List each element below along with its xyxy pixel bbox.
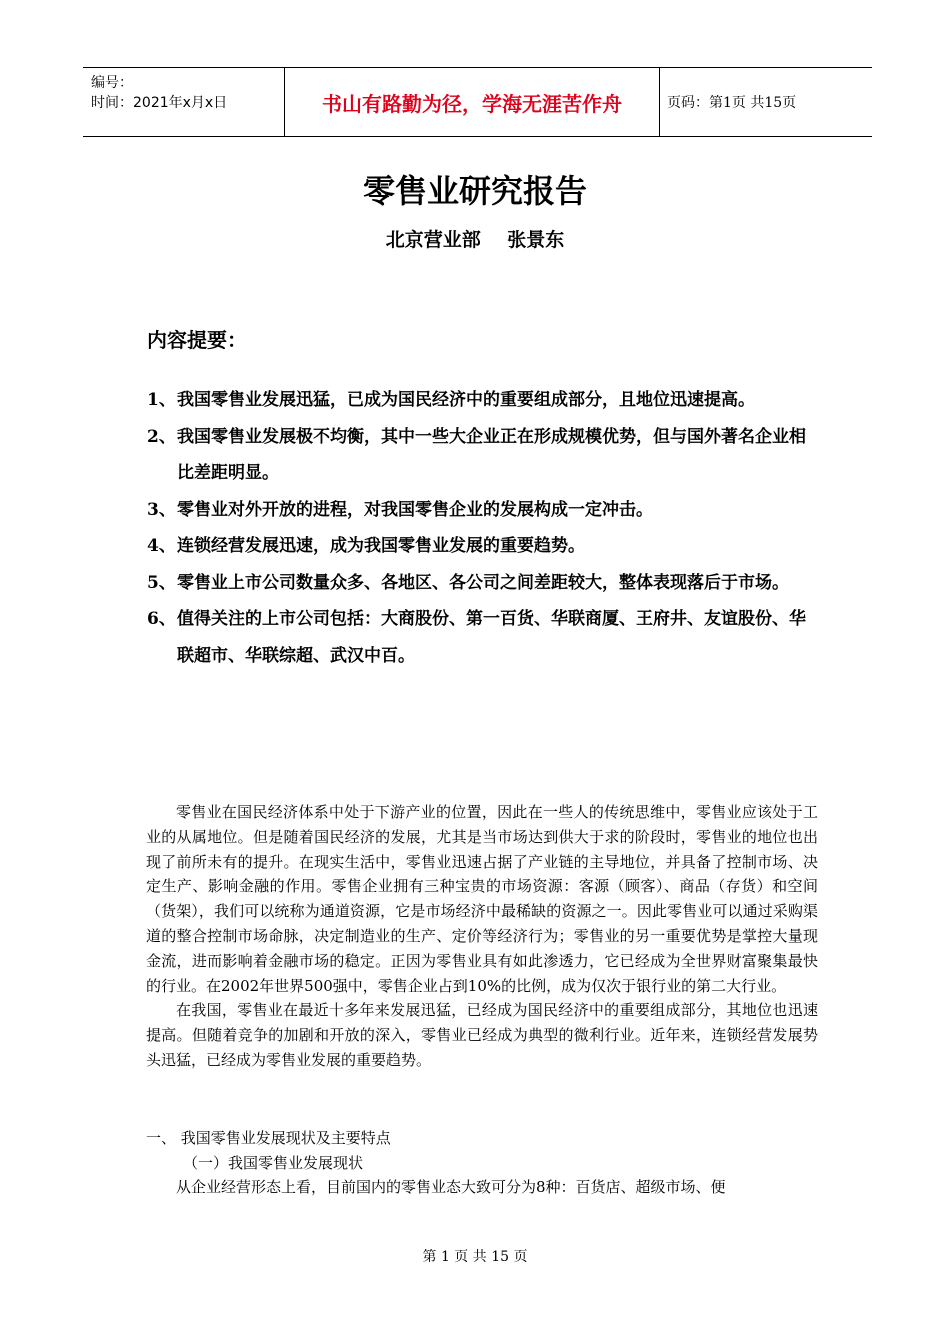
summary-item-text: 零售业对外开放的进程，对我国零售企业的发展构成一定冲击。 xyxy=(177,499,653,520)
summary-item-text: 我国零售业发展迅猛，已成为国民经济中的重要组成部分，且地位迅速提高。 xyxy=(177,390,755,410)
summary-heading: 内容提要： xyxy=(147,328,247,352)
summary-item xyxy=(147,528,817,565)
summary-item-number: 2、 xyxy=(147,426,176,447)
page-info: 页码：第1页 共15页 xyxy=(667,95,797,111)
number-label: 编号： xyxy=(91,75,133,91)
document-subtitle: 北京营业部 张景东 xyxy=(385,229,565,251)
summary-item xyxy=(147,565,817,602)
summary-item-number: 1、 xyxy=(147,390,176,410)
header-meta xyxy=(83,68,283,136)
body-paragraph-start: 从企业经营形态上看，目前国内的零售业态大致可分为8种：百货店、超级市场、便 xyxy=(176,1178,726,1196)
summary-item-number: 4、 xyxy=(147,536,176,556)
summary-item-text: 值得关注的上市公司包括：大商股份、第一百货、华联商厦、王府井、友谊股份、华联超市、华联综超、武汉中百。 xyxy=(177,609,806,666)
section-heading: 一、 我国零售业发展现状及主要特点 xyxy=(146,1129,391,1147)
time-label: 时间：2021年x月x日 xyxy=(91,95,228,111)
subsection-heading: （一）我国零售业发展现状 xyxy=(183,1154,364,1172)
motto: 书山有路勤为径，学海无涯苦作舟 xyxy=(284,68,660,136)
summary-list xyxy=(147,382,817,674)
document-title: 零售业研究报告 xyxy=(362,172,587,210)
summary-item xyxy=(147,382,817,419)
header-table xyxy=(83,67,872,137)
page-footer: 第 1 页 共 15 页 xyxy=(422,1249,528,1265)
summary-item xyxy=(147,492,817,529)
summary-item-number: 5、 xyxy=(147,572,176,593)
body-paragraph: 零售业在国民经济体系中处于下游产业的位置，因此在一些人的传统思维中，零售业应该处于工业的从属地位。但是随着国民经济的发展，尤其是当市场达到供大于求的阶段时，零售业的地位也出现了前所未有的提升。在现实生活中，零售业迅速占据了产业链的主导地位，并具备了控制市场、决定生产、影响金融的作用。零售企业拥有三种宝贵的市场资源：客源（顾客）、商品（存货）和空间（货架），我们可以统称为通道资源，它是市场经济中最稀缺的资源之一。因此零售业可以通过采购渠道的整合控制市场命脉，决定制造业的生产、定价等经济行为；零售业的另一重要优势是掌控大量现金流，进而影响着金融市场的稳定。正因为零售业具有如此渗透力，它已经成为全世界财富聚集最快的行业。在2002年世界500强中，零售企业占到10%的比例，成为仅次于银行业的第二大行业。 xyxy=(146,803,818,995)
summary-item xyxy=(147,601,817,674)
summary-item-text: 连锁经营发展迅速，成为我国零售业发展的重要趋势。 xyxy=(177,536,585,556)
body-text xyxy=(146,800,818,1073)
summary-item-text: 零售业上市公司数量众多、各地区、各公司之间差距较大，整体表现落后于市场。 xyxy=(177,572,789,593)
summary-item-number: 3、 xyxy=(147,499,176,520)
summary-item-text: 我国零售业发展极不均衡，其中一些大企业正在形成规模优势，但与国外著名企业相比差距明显。 xyxy=(177,426,806,483)
summary-item-number: 6、 xyxy=(147,609,176,629)
body-paragraph: 在我国，零售业在最近十多年来发展迅猛，已经成为国民经济中的重要组成部分，其地位也迅速提高。但随着竞争的加剧和开放的深入，零售业已经成为典型的微利行业。近年来，连锁经营发展势头迅猛，已经成为零售业发展的重要趋势。 xyxy=(146,1001,818,1069)
summary-item xyxy=(147,419,817,492)
